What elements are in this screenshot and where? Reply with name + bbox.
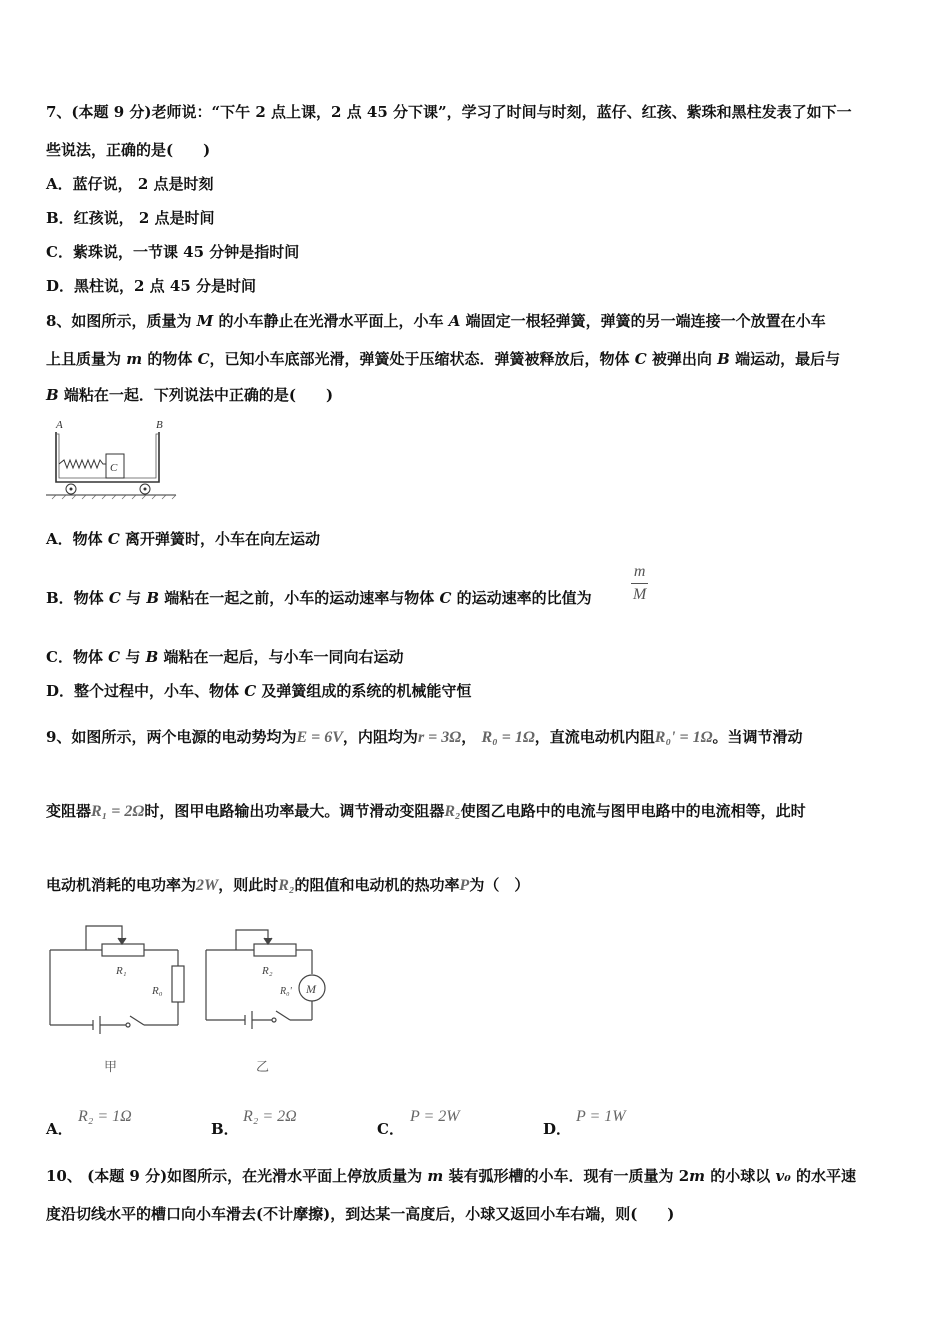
- fig-label-yi: 乙: [256, 1059, 270, 1074]
- q8-option-a: A．物体 C 离开弹簧时，小车在向左运动: [46, 530, 321, 548]
- q9-option-c-value: P = 2W: [410, 1108, 460, 1125]
- q9-option-d-value: P = 1W: [576, 1108, 626, 1125]
- q8-stem-line1: 8、如图所示，质量为 M 的小车静止在光滑水平面上，小车 A 端固定一根轻弹簧，弹簧的另一端连接一个放置在小车: [46, 312, 826, 330]
- q7-option-c: C．紫珠说，一节课 45 分钟是指时间: [46, 243, 300, 261]
- circuit-yi: [206, 930, 325, 1029]
- q8-stem-line2: 上且质量为 m 的物体 C，已知小车底部光滑，弹簧处于压缩状态．弹簧被释放后，物体 C 被弹出向 B 端运动，最后与: [46, 350, 841, 368]
- q8-fig-label-c: C: [110, 462, 118, 474]
- circuit-jia: [50, 926, 184, 1034]
- fig-label-r0: R₀: [152, 985, 163, 997]
- q9-circuit-figures: [44, 920, 334, 1080]
- q8-fig-label-b: B: [156, 419, 163, 431]
- q7-option-d: D．黑柱说，2 点 45 分是时间: [46, 277, 256, 295]
- fig-label-jia: 甲: [104, 1059, 118, 1074]
- q8-fig-label-a: A: [56, 419, 63, 431]
- q8-cart-figure: [44, 416, 180, 500]
- q9-option-a-value: R₂ = 1Ω: [78, 1108, 132, 1125]
- q9-option-b-label: B．: [211, 1120, 239, 1138]
- fig-motor-m: M: [306, 982, 316, 996]
- q8-stem-line3: B 端粘在一起．下列说法中正确的是( ): [46, 386, 334, 404]
- fig-label-r0p: R₀': [280, 986, 292, 997]
- q8-option-d: D．整个过程中，小车、物体 C 及弹簧组成的系统的机械能守恒: [46, 682, 472, 700]
- q7-option-b: B．红孩说， 2 点是时间: [46, 209, 215, 227]
- q9-option-d-label: D．: [543, 1120, 572, 1138]
- q8-spring: [59, 460, 106, 468]
- q9-option-b-value: R₂ = 2Ω: [243, 1108, 297, 1125]
- fig-label-r1: R₁: [116, 965, 127, 977]
- q7-stem-line1: 7、(本题 9 分)老师说：“下午 2 点上课，2 点 45 分下课”，学习了时间与时刻，蓝仔、红孩、紫珠和黑柱发表了如下一: [46, 103, 852, 121]
- q8-ratio-fraction: m M: [633, 563, 647, 603]
- q9-option-c-label: C．: [377, 1120, 404, 1138]
- q7-option-a: A．蓝仔说， 2 点是时刻: [46, 175, 214, 193]
- q9-stem-line1: 9、如图所示，两个电源的电动势均为E = 6V，内阻均为r = 3Ω， R₀ = 1Ω，直流电动机内阻R₀' = 1Ω。当调节滑动: [46, 728, 803, 746]
- q9-stem-line2: 变阻器R₁ = 2Ω时，图甲电路输出功率最大。调节滑动变阻器R₂使图乙电路中的电流与图甲电路中的电流相等，此时: [46, 802, 806, 820]
- q10-stem-line1: 10、 (本题 9 分)如图所示，在光滑水平面上停放质量为 m 装有弧形槽的小车．现有一质量为 2m 的小球以 v₀ 的水平速: [46, 1167, 857, 1185]
- q10-stem-line2: 度沿切线水平的槽口向小车滑去(不计摩擦)，到达某一高度后，小球又返回小车右端，则( ): [46, 1205, 675, 1223]
- fig-label-r2: R₂: [262, 965, 273, 977]
- q9-stem-line3: 电动机消耗的电功率为2W，则此时R₂的阻值和电动机的热功率P为（ ）: [46, 876, 530, 894]
- q8-option-c: C．物体 C 与 B 端粘在一起后，与小车一同向右运动: [46, 648, 404, 666]
- q9-option-a-label: A．: [46, 1120, 73, 1138]
- q8-option-b: B．物体 C 与 B 端粘在一起之前，小车的运动速率与物体 C 的运动速率的比值为: [46, 589, 592, 607]
- q7-stem-line2: 些说法，正确的是( ): [46, 141, 211, 159]
